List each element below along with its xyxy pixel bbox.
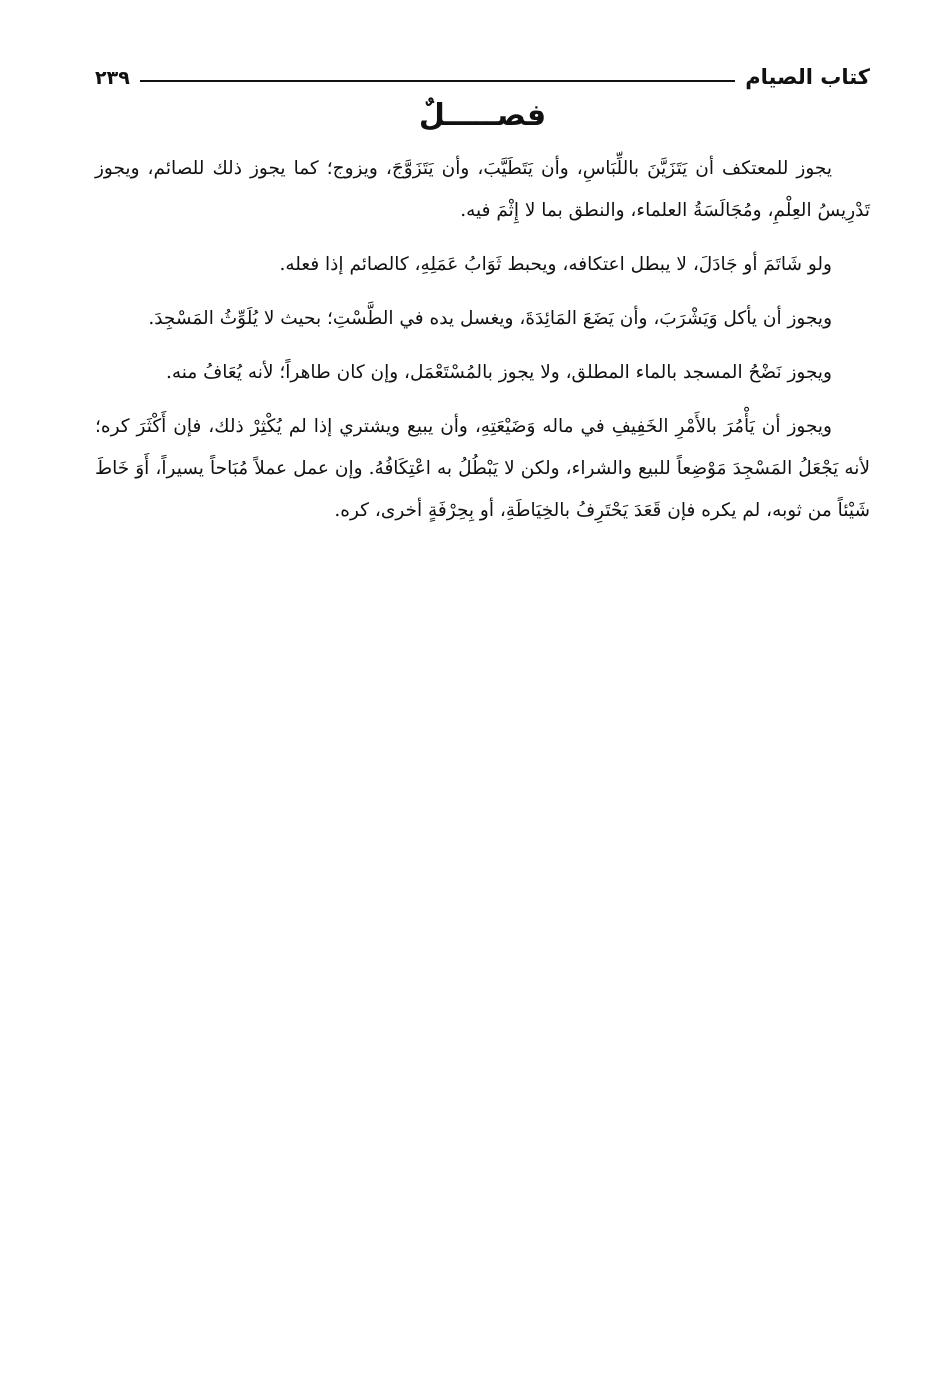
body-text <box>95 148 870 544</box>
paragraph-3: ويجوز أن يأكل وَيَشْرَبَ، وأن يَضَعَ المَائِدَةَ، ويغسل يده في الطَّسْتِ؛ بحيث لا يُلَوِّثُ المَسْجِدَ. <box>148 308 832 329</box>
paragraph-2: ولو شَاتَمَ أو جَادَلَ، لا يبطل اعتكافه، ويحبط ثَوَابُ عَمَلِهِ، كالصائم إذا فعله. <box>279 254 832 275</box>
paragraph-4: ويجوز نَضْحُ المسجد بالماء المطلق، ولا يجوز بالمُسْتَعْمَل، وإن كان طاهراً؛ لأنه يُعَافُ منه. <box>165 362 832 383</box>
running-header <box>95 58 870 92</box>
section-heading: فصـــــلٌ <box>418 98 547 133</box>
page-number: ٢٣٩ <box>95 67 130 89</box>
header-rule <box>140 80 735 82</box>
paragraph-5: ويجوز أن يَأْمُرَ بالأَمْرِ الخَفِيفِ في ماله وَضَيْعَتِهِ، وأن يبيع ويشتري إذا لم يُكْثِرْ ذلك، فإن أَكْثَرَ كره؛ لأنه يَجْعَلُ المَسْجِدَ مَوْضِعاً للبيع والشراء، ولكن لا يَبْطُلُ به اعْتِكَافُهُ. وإن عمل عملاً مُبَاحاً يسيراً، أَوَ خَاطَ شَيْئاً من ثوبه، لم يكره فإن قَعَدَ يَحْتَرِفُ بالخِيَاطَةِ، أو بِحِرْفَةٍ أخرى، كره. <box>95 416 870 521</box>
chapter-title: كتاب الصيام <box>745 65 870 89</box>
paragraph-1: يجوز للمعتكف أن يَتَزَيَّنَ باللِّبَاسِ، وأن يَتَطَيَّبَ، وأن يَتَزَوَّجَ، ويزوج؛ كما يجوز ذلك للصائم، ويجوز تَدْرِيسُ العِلْمِ، ومُجَالَسَةُ العلماء، والنطق بما لا إِثْمَ فيه. <box>95 158 870 221</box>
